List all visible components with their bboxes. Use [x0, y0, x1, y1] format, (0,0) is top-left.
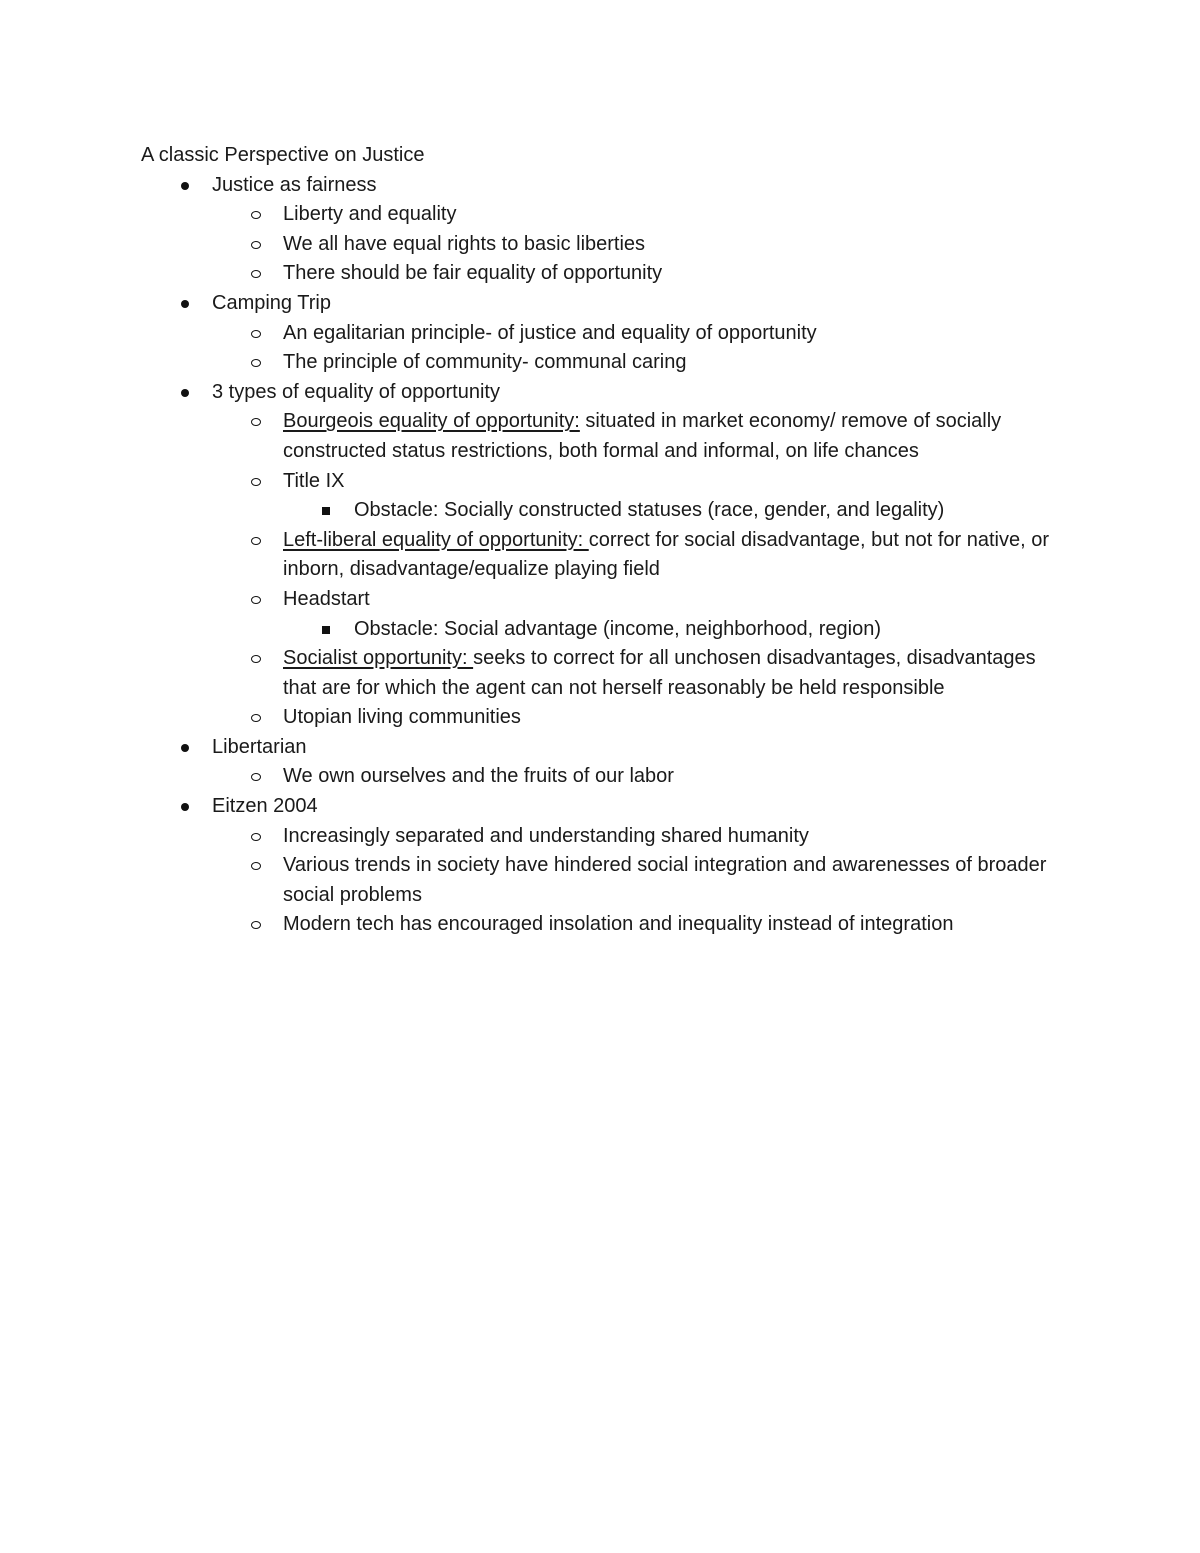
item-text: seeks to correct for all unchosen disadvantages, disadvantages that are for which the agent can not herself reasonably be held responsible: [283, 647, 1036, 699]
sub-list: [212, 200, 1071, 289]
square-bullet-icon: [322, 626, 330, 634]
document-title: A classic Perspective on Justice: [141, 144, 425, 166]
section-item: [141, 289, 1071, 378]
list-item: [212, 259, 1071, 289]
section-item: [141, 792, 1071, 940]
item-text: The principle of community- communal caring: [283, 351, 687, 374]
item-text: Utopian living communities: [283, 706, 521, 729]
list-item: [212, 910, 1071, 940]
item-text: There should be fair equality of opportunity: [283, 262, 663, 285]
list-item: [212, 526, 1071, 585]
list-item: [212, 644, 1071, 703]
hollow-bullet-icon: [251, 921, 261, 929]
item-text: Liberty and equality: [283, 203, 457, 226]
list-item: [212, 467, 1071, 526]
list-item: [212, 407, 1071, 466]
section-label: Camping Trip: [212, 291, 331, 314]
list-item: [283, 615, 1071, 645]
section-item: [141, 733, 1071, 792]
item-text: We all have equal rights to basic liberties: [283, 232, 646, 255]
list-item: [212, 703, 1071, 733]
square-bullet-icon: [322, 507, 330, 515]
list-item: [212, 319, 1071, 349]
hollow-bullet-icon: [251, 655, 261, 663]
item-text: An egalitarian principle- of justice and equality of opportunity: [283, 321, 817, 344]
filled-bullet-icon: [181, 803, 189, 811]
item-text: Obstacle: Social advantage (income, neighborhood, region): [354, 617, 881, 640]
sub-list: [212, 319, 1071, 378]
item-text: Increasingly separated and understanding shared humanity: [283, 824, 809, 847]
section-label: Eitzen 2004: [212, 795, 318, 818]
item-text: Title IX: [283, 469, 345, 492]
list-item: [212, 348, 1071, 378]
section-item: [141, 171, 1071, 289]
filled-bullet-icon: [181, 182, 189, 190]
sub-sub-list: [283, 615, 1071, 645]
term-label: Left-liberal equality of opportunity:: [283, 528, 589, 551]
item-text: Various trends in society have hindered social integration and awarenesses of broader social problems: [283, 854, 1047, 906]
hollow-bullet-icon: [251, 537, 261, 545]
sub-list: [212, 822, 1071, 940]
item-text: Modern tech has encouraged insolation and inequality instead of integration: [283, 913, 954, 936]
hollow-bullet-icon: [251, 241, 261, 249]
item-text: We own ourselves and the fruits of our labor: [283, 765, 674, 788]
term-label: Bourgeois equality of opportunity:: [283, 410, 580, 433]
term-label: Socialist opportunity:: [283, 647, 474, 670]
list-item: [212, 585, 1071, 644]
outline-list: [141, 171, 1071, 940]
filled-bullet-icon: [181, 389, 189, 397]
hollow-bullet-icon: [251, 862, 261, 870]
hollow-bullet-icon: [251, 211, 261, 219]
section-label: Libertarian: [212, 735, 307, 758]
hollow-bullet-icon: [251, 596, 261, 604]
section-label: Justice as fairness: [212, 173, 377, 196]
section-label: 3 types of equality of opportunity: [212, 380, 500, 403]
hollow-bullet-icon: [251, 270, 261, 278]
list-item: [212, 762, 1071, 792]
section-item: [141, 378, 1071, 733]
document-body: [141, 141, 1071, 940]
hollow-bullet-icon: [251, 714, 261, 722]
item-text: Headstart: [283, 587, 370, 610]
item-text: situated in market economy/ remove of socially constructed status restrictions, both formal and informal, on life chances: [283, 410, 1002, 462]
hollow-bullet-icon: [251, 833, 261, 841]
hollow-bullet-icon: [251, 359, 261, 367]
sub-sub-list: [283, 496, 1071, 526]
hollow-bullet-icon: [251, 330, 261, 338]
hollow-bullet-icon: [251, 478, 261, 486]
list-item: [212, 822, 1071, 852]
list-item: [212, 200, 1071, 230]
sub-list: [212, 762, 1071, 792]
list-item: [212, 230, 1071, 260]
list-item: [283, 496, 1071, 526]
item-text: correct for social disadvantage, but not for native, or inborn, disadvantage/equalize playing field: [283, 528, 1049, 581]
filled-bullet-icon: [181, 300, 189, 308]
hollow-bullet-icon: [251, 773, 261, 781]
list-item: [212, 851, 1071, 910]
filled-bullet-icon: [181, 744, 189, 752]
item-text: Obstacle: Socially constructed statuses (race, gender, and legality): [354, 499, 945, 522]
hollow-bullet-icon: [251, 418, 261, 426]
sub-list: [212, 407, 1071, 733]
